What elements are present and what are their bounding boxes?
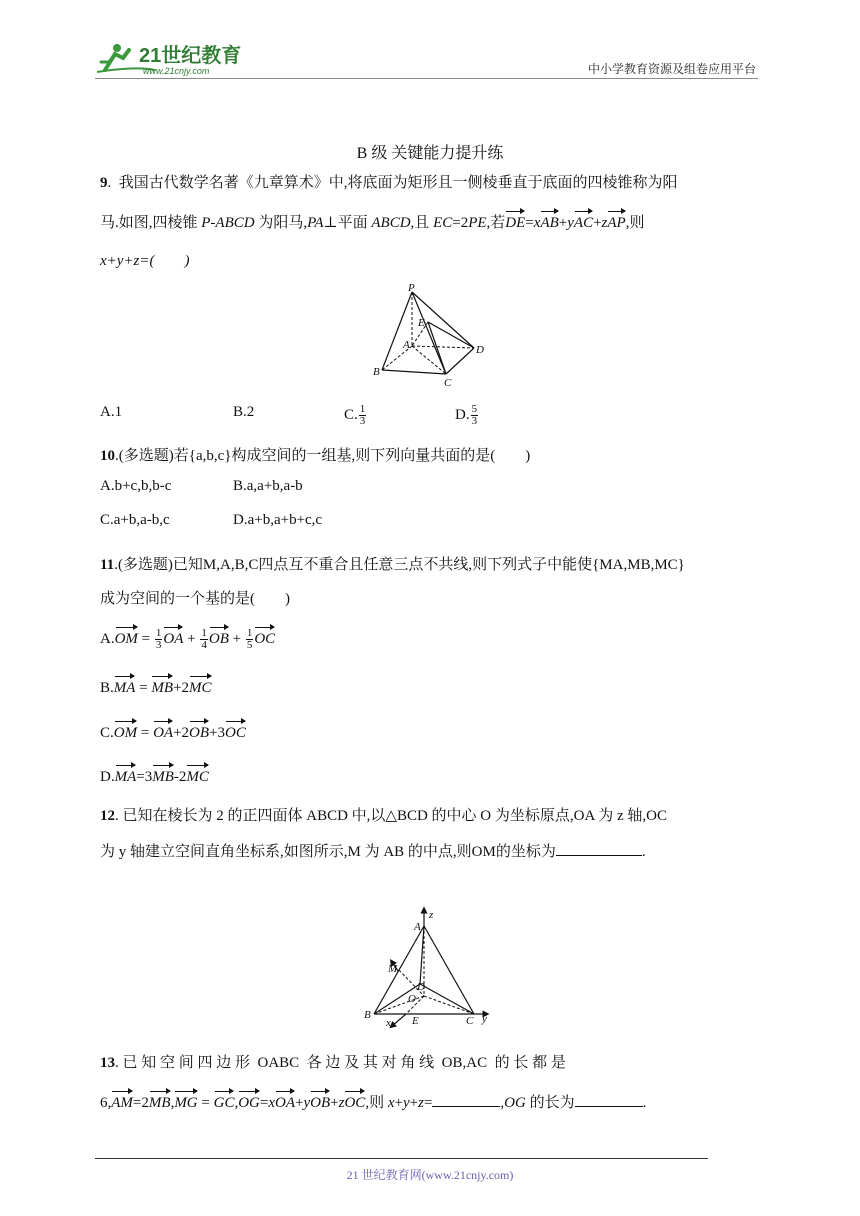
site-logo [95,40,265,78]
label-P: P [408,282,415,294]
question-11-stem: 11.(多选题)已知M,A,B,C四点互不重合且任意三点不共线,则下列式子中能使{MA,MB,MC} 成为空间的一个基的是( ) [100,557,685,607]
q10-option-a[interactable]: A.b+c,b,b-c [100,478,172,494]
header-platform-text: 中小学教育资源及组卷应用平台 [587,62,756,76]
question-12-stem: 12. 已知在棱长为 2 的正四面体 ABCD 中,以△BCD 的中心 O 为坐标原点,OA 为 z 轴,OC 为 y 轴建立空间直角坐标系,如图所示,M 为 AB 的中点,则OM的坐标为 . [100,808,667,860]
tetrahedron-figure [362,906,502,1028]
q11-option-d[interactable]: D.MA=3MB-2MC [100,764,760,790]
q9-option-c[interactable]: C. $\frac{1}{3}$ [344,403,366,427]
label-z: z [429,909,434,921]
pyramid-figure [370,282,490,392]
question-13-stem: 13. 已 知 空 间 四 边 形 OABC 各 边 及 其 对 角 线 OB,AC 的 长 都 是 [100,1055,566,1071]
label-A: A [414,921,421,933]
q11-option-a[interactable]: A.OM = $\frac{1}{3}$ OA + $\frac{1}{4}$ OB + $\frac{1}{5}$ OC [100,627,276,652]
label-M: M [388,963,398,975]
q10-option-d[interactable]: D.a+b,a+b+c,c [233,512,323,528]
header-divider [95,78,758,79]
q10-option-c[interactable]: C.a+b,a-b,c [100,512,170,528]
label-C: C [466,1015,474,1027]
question-10-stem: 10.(多选题)若{a,b,c}构成空间的一组基,则下列向量共面的是( ) [100,448,531,464]
q12-answer-blank[interactable] [556,841,642,856]
q11-option-b[interactable]: B.MA = MB+2MC [100,675,760,701]
svg-text:21世纪教育: 21世纪教育 [139,45,242,67]
svg-text:www.21cnjy.com: www.21cnjy.com [143,66,210,76]
label-E: E [412,1015,419,1027]
q10-option-b[interactable]: B.a,a+b,a-b [233,478,303,494]
q13-sum-blank[interactable] [432,1092,500,1107]
q9-option-b[interactable]: B.2 [233,404,255,420]
question-9-options [100,404,760,430]
q9-option-d[interactable]: D. $\frac{5}{3}$ [455,403,478,427]
question-10-options-row1 [100,478,760,504]
footer-text[interactable]: 21 世纪教育网(www.21cnjy.com) [346,1168,514,1182]
label-D: D [417,981,425,993]
label-C: C [444,377,452,389]
question-10-options-row2 [100,512,760,538]
label-A: A [403,339,410,351]
question-13-line2: 6,AM=2MB,MG = GC,OG=xOA+yOB+zOC,则 x+y+z= ,OG 的长为 . [100,1090,760,1116]
section-title: B 级 关键能力提升练 [356,145,504,162]
label-O: O [408,993,416,1005]
q13-length-blank[interactable] [575,1092,643,1107]
label-y: y [482,1013,487,1025]
question-9-stem: 9. 我国古代数学名著《九章算术》中,将底面为矩形且一侧棱垂直于底面的四棱锥称为阳 马.如图,四棱锥 P-ABCD 为阳马,PA⊥平面 ABCD,且 EC=2PE,若DE=xAB+yAC+zAP,则 x+y+z=( ) [100,175,678,269]
label-B: B [364,1009,371,1021]
label-E: E [418,317,425,329]
label-D: D [476,344,484,356]
q9-option-a[interactable]: A.1 [100,404,123,420]
label-B: B [373,366,380,378]
label-x: x [386,1017,391,1028]
footer-divider [95,1158,708,1159]
q11-option-c[interactable]: C.OM = OA+2OB+3OC [100,720,760,746]
